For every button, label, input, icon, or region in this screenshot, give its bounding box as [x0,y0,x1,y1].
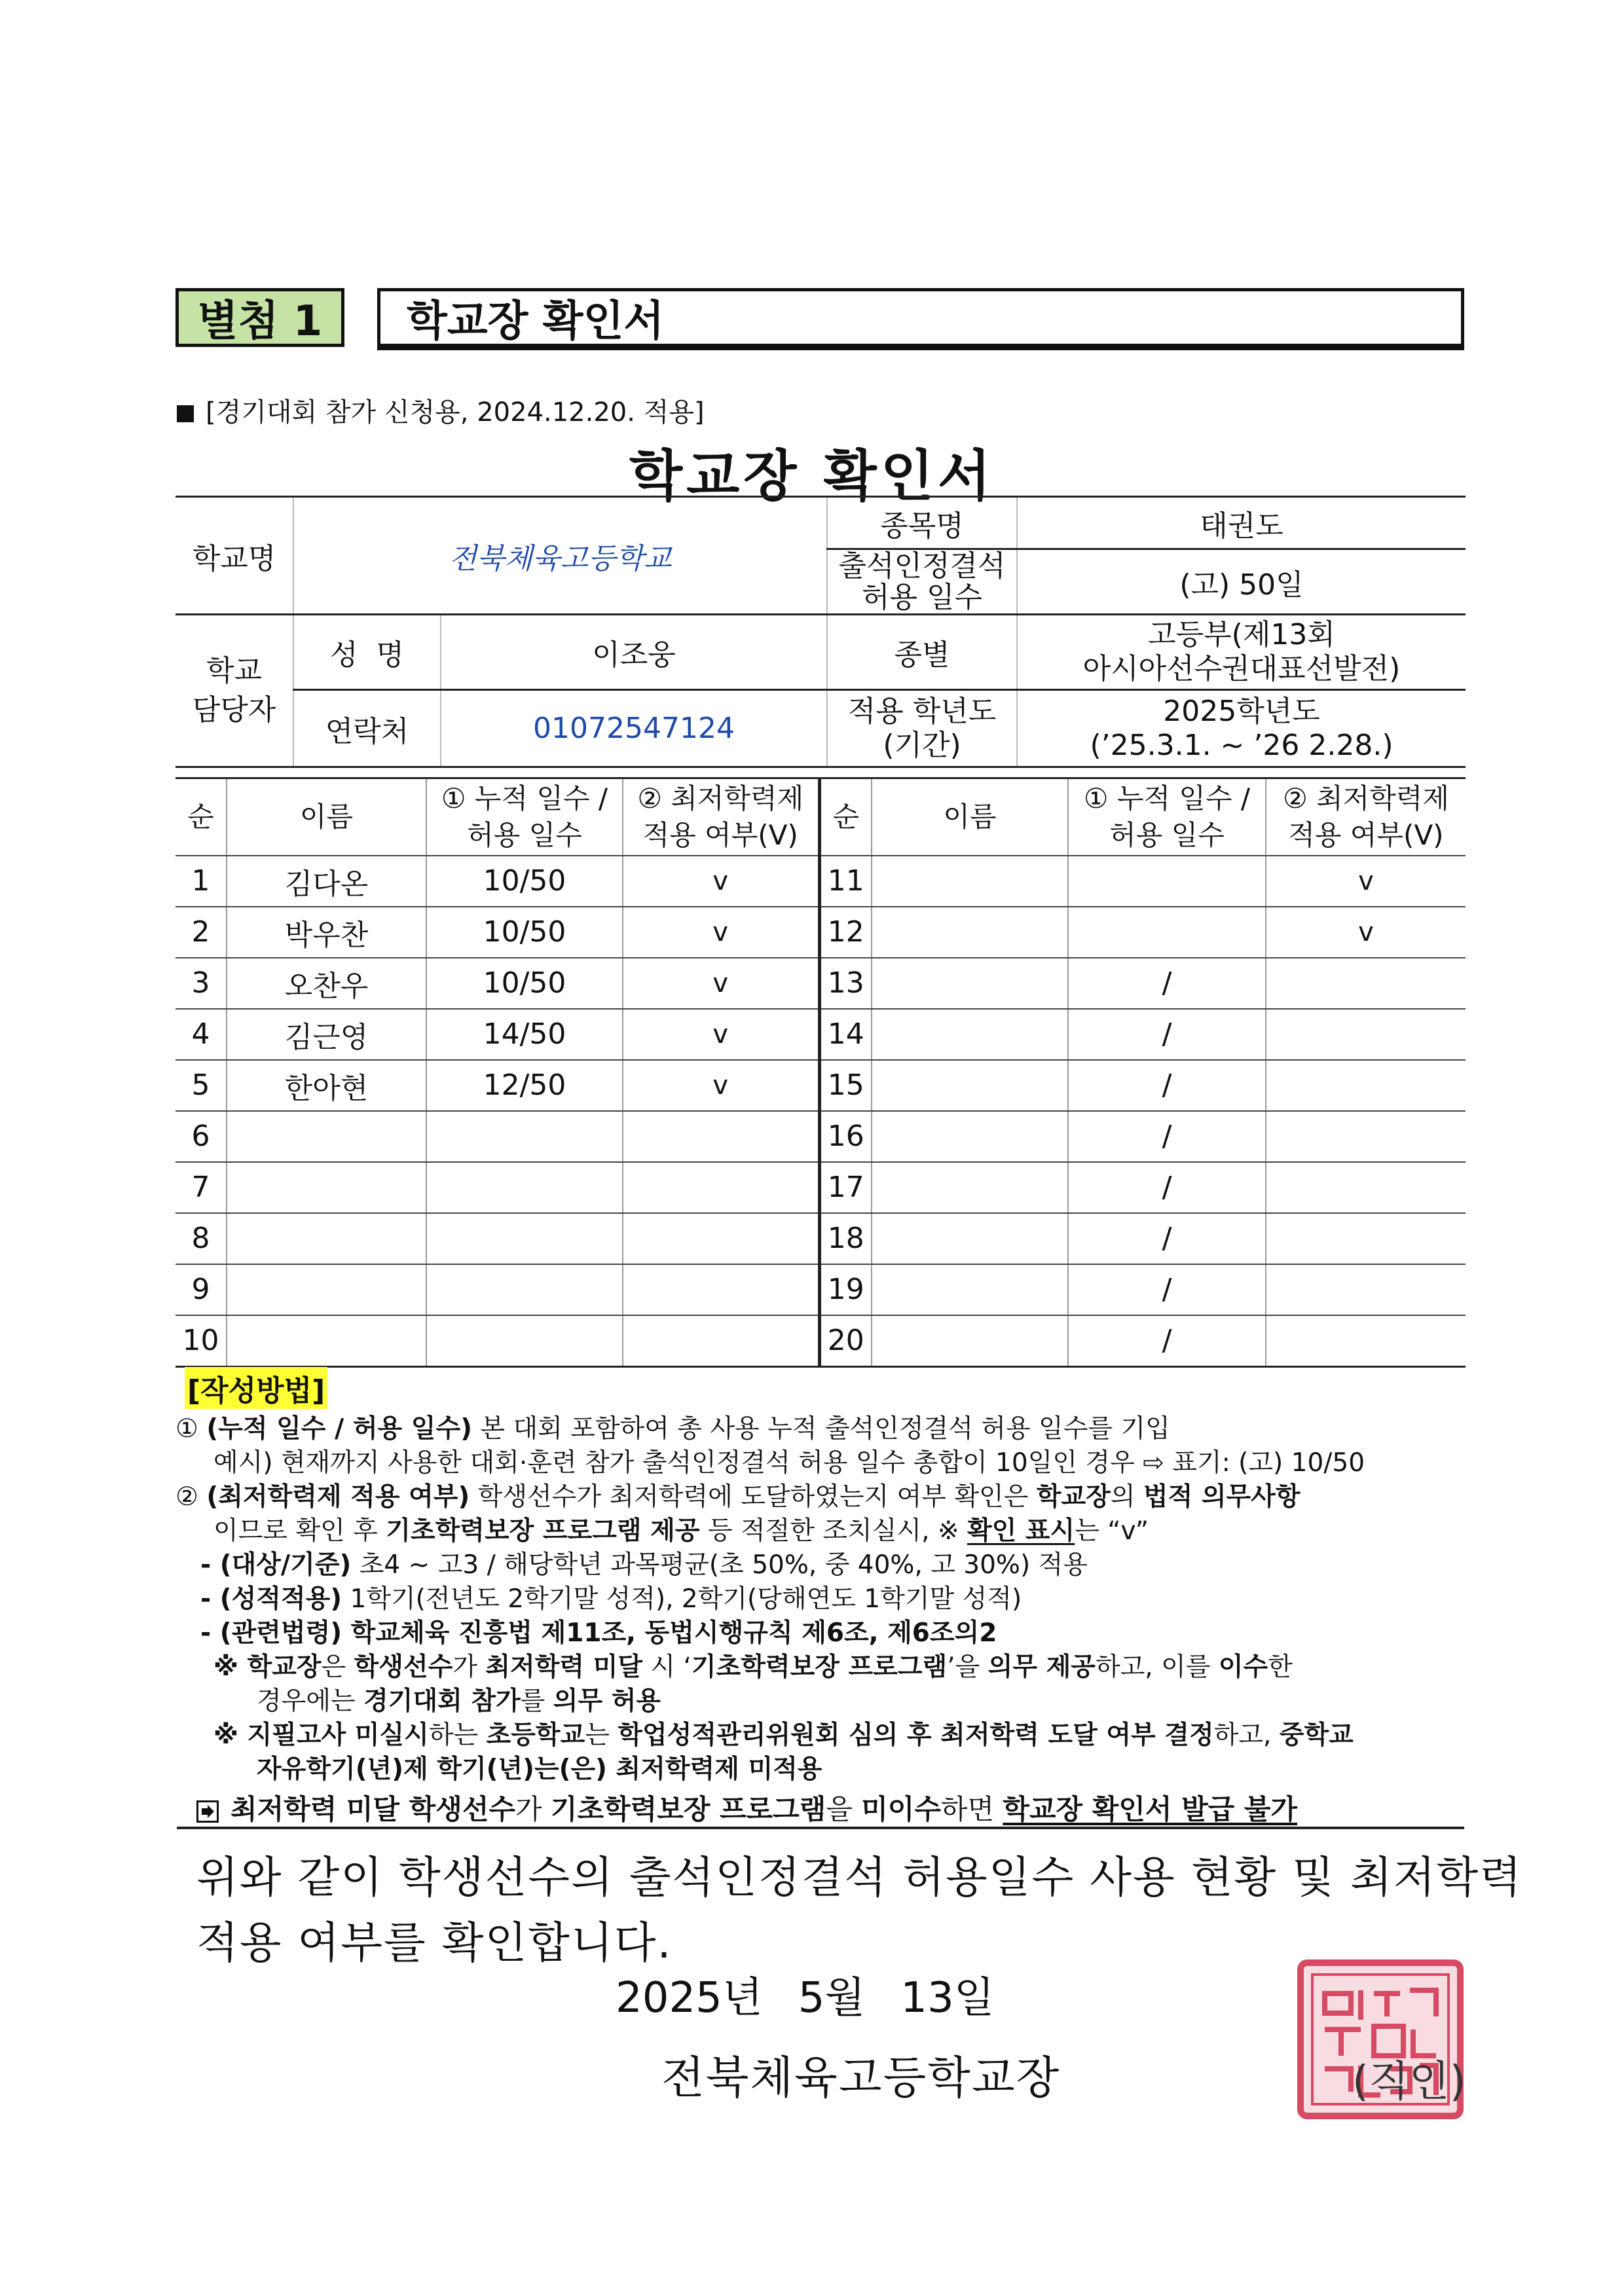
event-value: 태권도 [1017,497,1466,549]
cumulative-days: 10/50 [426,958,623,1009]
cumulative-days: / [1068,1315,1266,1367]
cumulative-days: / [1068,1162,1266,1213]
row-no: 1 [175,856,227,907]
method-line-4: 이므로 확인 후 기초학력보장 프로그램 제공 등 적절한 조치실시, ※ 확인 표시는 “v” [213,1516,1149,1546]
header-name: 이름 [227,778,426,856]
student-name [872,1162,1068,1213]
row-no: 8 [175,1213,227,1264]
row-no: 12 [819,907,872,958]
row-no: 15 [819,1060,872,1111]
row-no: 11 [819,856,872,907]
row-no: 10 [175,1315,227,1367]
cumulative-days: 10/50 [426,856,623,907]
principal-signature: 전북체육고등학교장 [661,2052,1061,2104]
cumulative-days: / [1068,1264,1266,1315]
table-row [175,1264,1466,1315]
student-name: 박우찬 [227,907,426,958]
cumulative-days: 14/50 [426,1009,623,1060]
student-name [872,1264,1068,1315]
min-academic-check [623,1264,819,1315]
cumulative-days [426,1213,623,1264]
header-title-box: 학교장 확인서 [377,288,1464,347]
section-divider [177,1827,1464,1829]
cumulative-days: / [1068,958,1266,1009]
row-no: 16 [819,1111,872,1162]
method-line-9: 경우에는 경기대회 참가를 의무 허용 [257,1686,661,1716]
note-text: [경기대회 참가 신청용, 2024.12.20. 적용] [206,397,705,428]
min-academic-check: v [623,907,819,958]
method-line-12: 최저학력 미달 학생선수가 기초학력보장 프로그램을 미이수하면 학교장 확인서 발급 불가 [196,1793,1297,1827]
min-academic-check: v [623,958,819,1009]
row-no: 4 [175,1009,227,1060]
student-name [872,1060,1068,1111]
attachment-badge: 별첨 1 [175,288,344,347]
min-academic-check [623,1213,819,1264]
year-label: 적용 학년도 (기간) [827,690,1017,767]
student-name [872,1213,1068,1264]
method-line-8: ※ 학교장은 학생선수가 최저학력 미달 시 ‘기초학력보장 프로그램’을 의무 제공하고, 이를 이수한 [213,1652,1293,1682]
event-label: 종목명 [827,497,1017,549]
min-academic-check [623,1162,819,1213]
student-name [872,1315,1068,1367]
student-name [227,1111,426,1162]
header-min-academic: ② 최저학력제 적용 여부(V) [623,778,819,856]
method-line-5: - (대상/기준) 초4 ~ 고3 / 해당학년 과목평균(초 50%, 중 40%, 고 30%) 적용 [200,1550,1088,1580]
row-no: 6 [175,1111,227,1162]
table-row [175,1009,1466,1060]
min-academic-check [1266,1315,1466,1367]
min-academic-check: v [623,1009,819,1060]
min-academic-check [623,1315,819,1367]
document-title: 학교장 확인서 [629,444,995,508]
method-line-7: - (관련법령) 학교체육 진흥법 제11조, 동법시행규칙 제6조, 제6조의2 [200,1618,997,1648]
cumulative-days: 10/50 [426,907,623,958]
year-value: 2025학년도 (’25.3.1. ~ ’26 2.28.) [1017,690,1466,767]
student-name: 김다온 [227,856,426,907]
min-academic-check [1266,1213,1466,1264]
student-name [872,958,1068,1009]
min-academic-check: v [1266,856,1466,907]
method-title: [작성방법] [185,1367,327,1409]
method-line-3: ② (최저학력제 적용 여부) 학생선수가 최저학력에 도달하였는지 여부 확인은 학교장의 법적 의무사항 [175,1482,1301,1512]
method-line-2: 예시) 현재까지 사용한 대회·훈련 참가 출석인정결석 허용 일수 총합이 10일인 경우 ⇨ 표기: (고) 10/50 [213,1448,1365,1478]
header-no: 순 [819,778,872,856]
row-no: 14 [819,1009,872,1060]
min-academic-check [1266,1009,1466,1060]
table-row [175,856,1466,907]
cumulative-days: / [1068,1213,1266,1264]
student-name [227,1264,426,1315]
min-academic-check: v [623,1060,819,1111]
min-academic-check [1266,958,1466,1009]
confirmation-statement: 위와 같이 학생선수의 출석인정결석 허용일수 사용 현황 및 최저학력 적용 여부를 확인합니다. [196,1852,1523,1968]
school-name-label: 학교명 [175,497,293,615]
student-name [227,1213,426,1264]
application-note [177,392,705,429]
method-line-1: ① (누적 일수 / 허용 일수) 본 대회 포함하여 총 사용 누적 출석인정결석 허용 일수를 기입 [175,1414,1170,1444]
table-row [175,1162,1466,1213]
arrow-box-icon [196,1800,219,1823]
student-name [872,907,1068,958]
row-no: 18 [819,1213,872,1264]
manager-label: 학교 담당자 [175,615,293,767]
student-name [872,1111,1068,1162]
school-name-value: 전북체육고등학교 [293,497,827,615]
contact-value: 01072547124 [441,690,827,767]
min-academic-check [623,1111,819,1162]
student-name: 김근영 [227,1009,426,1060]
category-label: 종별 [827,615,1017,690]
cumulative-days [426,1111,623,1162]
table-row [175,1060,1466,1111]
cumulative-days: / [1068,1009,1266,1060]
student-roster-table [175,777,1466,1368]
row-no: 9 [175,1264,227,1315]
cumulative-days [426,1315,623,1367]
cumulative-days [1068,856,1266,907]
header-cumulative: ① 누적 일수 / 허용 일수 [426,778,623,856]
square-bullet-icon [177,405,194,422]
allow-days-label: 출석인정결석 허용 일수 [827,549,1017,615]
cumulative-days [426,1264,623,1315]
row-no: 2 [175,907,227,958]
min-academic-check [1266,1264,1466,1315]
contact-label: 연락처 [293,690,441,767]
table-row [175,1111,1466,1162]
min-academic-check: v [1266,907,1466,958]
cumulative-days [1068,907,1266,958]
row-no: 13 [819,958,872,1009]
method-line-6: - (성적적용) 1학기(전년도 2학기말 성적), 2학기(당해연도 1학기말 성적) [200,1584,1022,1614]
category-value: 고등부(제13회 아시아선수권대표선발전) [1017,615,1466,690]
cumulative-days: 12/50 [426,1060,623,1111]
header-min-academic: ② 최저학력제 적용 여부(V) [1266,778,1466,856]
min-academic-check: v [623,856,819,907]
student-name [872,856,1068,907]
student-name [227,1162,426,1213]
student-name [227,1315,426,1367]
student-name: 한아현 [227,1060,426,1111]
row-no: 17 [819,1162,872,1213]
header-no: 순 [175,778,227,856]
header-name: 이름 [872,778,1068,856]
manager-name-value: 이조웅 [441,615,827,690]
issue-date: 2025년 5월 13일 [616,1974,995,2022]
table-row [175,1315,1466,1367]
header-cumulative: ① 누적 일수 / 허용 일수 [1068,778,1266,856]
seal-label: (직인) [1352,2058,1466,2106]
min-academic-check [1266,1111,1466,1162]
method-line-11: 자유학기(년)제 학기(년)는(은) 최저학력제 미적용 [257,1755,822,1784]
student-name [872,1009,1068,1060]
min-academic-check [1266,1060,1466,1111]
table-row [175,1213,1466,1264]
manager-name-label: 성 명 [293,615,441,690]
table-row [175,907,1466,958]
row-no: 5 [175,1060,227,1111]
method-line-10: ※ 지필고사 미실시하는 초등학교는 학업성적관리위원회 심의 후 최저학력 도달 여부 결정하고, 중학교 [213,1721,1354,1750]
student-name: 오찬우 [227,958,426,1009]
table-row [175,958,1466,1009]
row-no: 19 [819,1264,872,1315]
school-info-table [175,496,1466,768]
cumulative-days: / [1068,1060,1266,1111]
allow-days-value: (고) 50일 [1017,549,1466,615]
cumulative-days: / [1068,1111,1266,1162]
row-no: 20 [819,1315,872,1367]
row-no: 3 [175,958,227,1009]
row-no: 7 [175,1162,227,1213]
cumulative-days [426,1162,623,1213]
min-academic-check [1266,1162,1466,1213]
